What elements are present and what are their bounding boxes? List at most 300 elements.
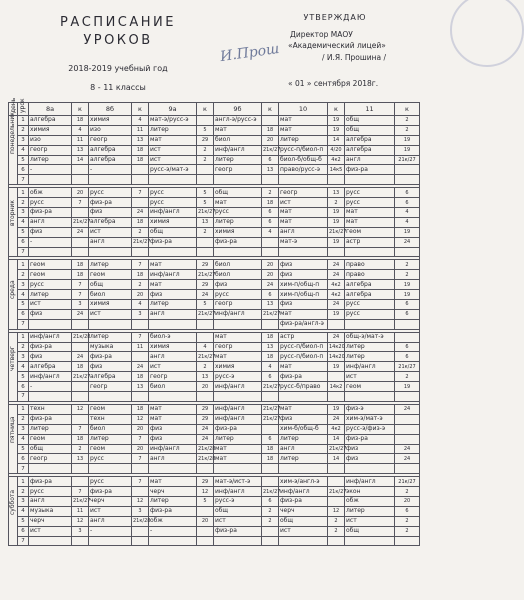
subject-cell: русс-б/право [279, 382, 328, 392]
room-cell [262, 526, 279, 536]
subject-cell: химия [214, 227, 262, 237]
room-cell: 11 [132, 342, 149, 352]
lesson-row [9, 116, 420, 126]
room-cell [197, 526, 214, 536]
subject-cell: ист [345, 516, 395, 526]
day-label: четверг [9, 332, 18, 401]
room-cell: 6 [262, 372, 279, 382]
room-cell: 2 [395, 116, 420, 126]
lesson-row [9, 300, 420, 310]
subject-cell: мат [279, 309, 328, 319]
class-header-11: 11 [345, 103, 395, 116]
day-column-header: день [9, 103, 18, 116]
subject-cell [149, 392, 197, 402]
room-cell: 21к/27 [263, 383, 281, 390]
room-cell: 12 [197, 487, 214, 497]
subject-cell: геогр [214, 165, 262, 175]
lesson-number: 7 [18, 247, 29, 257]
subject-cell [29, 464, 72, 474]
room-cell: 2 [262, 188, 279, 198]
subject-cell: англ [149, 309, 197, 319]
subject-cell: химия [29, 125, 72, 135]
room-cell: 18 [72, 116, 89, 126]
title-line-1: РАСПИСАНИЕ [60, 15, 176, 30]
subject-cell [279, 175, 328, 185]
room-cell [132, 352, 149, 362]
subject-cell: черч [149, 487, 197, 497]
room-cell: 18 [132, 145, 149, 155]
room-cell: 13 [328, 188, 345, 198]
room-cell: 7 [72, 198, 89, 208]
subject-cell: физ-ра [29, 208, 72, 218]
subject-cell [89, 247, 132, 257]
lesson-row [9, 382, 420, 392]
official-stamp [450, 0, 524, 67]
room-cell: 4к2 [328, 290, 345, 300]
room-cell: 18 [262, 125, 279, 135]
room-cell: 18 [262, 444, 279, 454]
subject-cell [279, 392, 328, 402]
room-cell: 19 [395, 290, 420, 300]
subject-cell: русс [345, 300, 395, 310]
subject-cell: ист [214, 516, 262, 526]
lesson-number: 5 [18, 300, 29, 310]
lesson-row [9, 125, 420, 135]
lesson-number: 3 [18, 352, 29, 362]
subject-cell: геом [89, 444, 132, 454]
subject-cell: - [89, 165, 132, 175]
subject-cell: литер [29, 290, 72, 300]
subject-cell: русс [149, 198, 197, 208]
subject-cell: геом [345, 382, 395, 392]
subject-cell: литер [279, 434, 328, 444]
room-cell: 29 [197, 260, 214, 270]
room-cell: 24 [328, 332, 345, 342]
subject-cell [29, 319, 72, 329]
room-cell: 13 [262, 300, 279, 310]
subject-cell: литер [89, 260, 132, 270]
lesson-row [9, 506, 420, 516]
subject-cell: ист [29, 526, 72, 536]
room-cell [197, 506, 214, 516]
room-cell: 5 [197, 188, 214, 198]
subject-cell: астр [345, 237, 395, 247]
subject-cell: геом [29, 260, 72, 270]
room-cell: 18 [72, 362, 89, 372]
room-cell [197, 319, 214, 329]
subject-cell: русс [89, 454, 132, 464]
subject-cell: право/русс-э [279, 165, 328, 175]
room-cell: 24 [197, 434, 214, 444]
room-cell: 21к/27 [73, 219, 91, 226]
room-cell: 4 [395, 217, 420, 227]
room-cell: 11 [132, 125, 149, 135]
room-cell [132, 247, 149, 257]
subject-cell: геогр [279, 188, 328, 198]
room-cell: 24 [197, 290, 214, 300]
subject-cell: физ-ра [214, 237, 262, 247]
lesson-row [9, 444, 420, 454]
classes-range: 8 - 11 классы [90, 83, 146, 92]
lesson-number: 1 [18, 477, 29, 487]
subject-cell: ист [149, 145, 197, 155]
subject-cell: алгебра [89, 217, 132, 227]
subject-cell [89, 319, 132, 329]
room-cell: 4 [262, 362, 279, 372]
room-cell: 14к2 [328, 382, 345, 392]
lesson-row [9, 404, 420, 414]
subject-cell: хим-э/мат-э [345, 414, 395, 424]
subject-cell: мат [345, 208, 395, 218]
subject-cell: алгебра [89, 372, 132, 382]
room-cell: 12 [72, 516, 89, 526]
subject-cell: ист [279, 198, 328, 208]
room-header: к [197, 103, 214, 116]
subject-cell: литер [345, 352, 395, 362]
room-cell [132, 464, 149, 474]
subject-cell: ист [345, 372, 395, 382]
subject-cell: физ-ра [214, 526, 262, 536]
subject-cell: русс-э [214, 496, 262, 506]
room-cell: 14 [72, 155, 89, 165]
room-cell: 13 [132, 382, 149, 392]
subject-cell: - [29, 382, 72, 392]
subject-cell: общ [149, 227, 197, 237]
subject-cell: техн [89, 414, 132, 424]
subject-cell: биол [214, 270, 262, 280]
room-cell [132, 536, 149, 546]
lesson-row [9, 342, 420, 352]
room-cell: 2 [197, 145, 214, 155]
room-cell: 11 [72, 506, 89, 516]
room-cell [132, 175, 149, 185]
lesson-number: 7 [18, 464, 29, 474]
room-cell: 7 [132, 477, 149, 487]
subject-cell: литер [149, 496, 197, 506]
room-cell [328, 496, 345, 506]
room-cell [328, 247, 345, 257]
approval-block [219, 13, 420, 88]
lesson-number: 3 [18, 280, 29, 290]
subject-cell: мат [279, 217, 328, 227]
room-cell: 29 [197, 280, 214, 290]
director-label: Директор МАОУ [290, 30, 353, 39]
room-cell: 2 [395, 516, 420, 526]
subject-cell: мат [279, 125, 328, 135]
room-cell: 4/20 [328, 145, 345, 155]
subject-cell: физ-ра [89, 487, 132, 497]
room-cell: 20 [395, 496, 420, 506]
room-cell: 6 [395, 342, 420, 352]
room-cell: 2 [197, 227, 214, 237]
room-cell [262, 237, 279, 247]
room-cell: 13 [197, 217, 214, 227]
room-cell: 3 [72, 526, 89, 536]
room-cell [197, 116, 214, 126]
room-cell: 13 [132, 135, 149, 145]
room-cell: 21к/27 [395, 155, 420, 165]
room-cell: 2 [197, 155, 214, 165]
subject-cell: физ [214, 280, 262, 290]
subject-cell: биол [89, 290, 132, 300]
room-cell: 20 [197, 516, 214, 526]
room-cell: 2 [132, 280, 149, 290]
subject-cell: алгебра [29, 362, 72, 372]
room-header: к [72, 103, 89, 116]
subject-cell: черч [279, 506, 328, 516]
room-cell [328, 319, 345, 329]
room-cell: 21к/27 [198, 209, 216, 216]
room-cell: 5 [197, 496, 214, 506]
subject-cell: физ [89, 208, 132, 218]
room-cell [132, 487, 149, 497]
subject-cell: англ [149, 454, 197, 464]
subject-cell: мат [149, 280, 197, 290]
subject-cell: англ [89, 237, 132, 247]
room-cell: 3 [132, 309, 149, 319]
subject-cell: русс-э/физ-э [345, 424, 395, 434]
room-cell [395, 175, 420, 185]
room-cell: 13 [72, 145, 89, 155]
subject-cell: химия [89, 116, 132, 126]
subject-cell: инф/англ [214, 309, 262, 319]
room-cell: 6 [395, 300, 420, 310]
room-cell: 24 [72, 227, 89, 237]
lesson-number: 2 [18, 414, 29, 424]
room-cell: 21к/27 [73, 498, 91, 505]
room-cell [132, 526, 149, 536]
room-cell: 21к/27 [263, 406, 281, 413]
room-cell: 20 [262, 135, 279, 145]
subject-cell: геом [89, 270, 132, 280]
room-cell [132, 198, 149, 208]
room-cell: 21к/27 [263, 311, 281, 318]
subject-cell: геогр [29, 145, 72, 155]
subject-cell: мат [214, 332, 262, 342]
lesson-row [9, 247, 420, 257]
subject-cell: физ [149, 434, 197, 444]
lesson-number: 4 [18, 290, 29, 300]
lesson-row [9, 487, 420, 497]
lesson-number: 6 [18, 237, 29, 247]
schedule-table [8, 97, 420, 546]
subject-cell: изо [29, 135, 72, 145]
room-cell: 7 [72, 424, 89, 434]
subject-cell: мат-э [279, 237, 328, 247]
room-cell [72, 342, 89, 352]
room-cell: 4 [197, 342, 214, 352]
subject-cell [89, 536, 132, 546]
subject-cell: русс [345, 198, 395, 208]
day-label: пятница [9, 404, 18, 473]
subject-cell: алгебра [89, 145, 132, 155]
subject-cell: физ [279, 270, 328, 280]
subject-cell: русс [345, 309, 395, 319]
room-cell [72, 382, 89, 392]
subject-cell: литер [214, 434, 262, 444]
subject-cell: мат [149, 477, 197, 487]
room-cell [328, 464, 345, 474]
room-cell: 18 [132, 372, 149, 382]
room-cell: 21к/28 [198, 455, 216, 462]
subject-cell: русс [89, 188, 132, 198]
subject-cell: обж [149, 516, 197, 526]
room-cell [395, 165, 420, 175]
room-cell: 20 [132, 444, 149, 454]
subject-cell: экон [345, 487, 395, 497]
room-cell: 18 [132, 217, 149, 227]
room-cell: 18 [262, 198, 279, 208]
lesson-row [9, 217, 420, 227]
subject-cell [89, 175, 132, 185]
room-cell: 7 [132, 260, 149, 270]
subject-cell: физ-ра [214, 424, 262, 434]
lesson-number: 5 [18, 444, 29, 454]
room-cell [197, 392, 214, 402]
subject-cell: русс [345, 188, 395, 198]
room-cell: 20 [132, 424, 149, 434]
room-cell: 21к/27 [198, 271, 216, 278]
room-cell: 24 [72, 309, 89, 319]
subject-cell: инф/англ [214, 487, 262, 497]
room-cell: 2 [395, 270, 420, 280]
day-label: понедельник [9, 116, 18, 185]
room-cell [262, 464, 279, 474]
schedule-body [9, 112, 420, 546]
room-cell: 24 [395, 404, 420, 414]
subject-cell: англ [89, 516, 132, 526]
room-cell: 24 [132, 362, 149, 372]
lesson-number: 4 [18, 434, 29, 444]
room-cell: 19 [395, 135, 420, 145]
subject-cell [214, 536, 262, 546]
subject-cell: геом [345, 227, 395, 237]
lesson-row [9, 332, 420, 342]
room-cell: 2 [395, 125, 420, 135]
lesson-number: 3 [18, 496, 29, 506]
room-cell [72, 464, 89, 474]
subject-cell: физ [279, 260, 328, 270]
lesson-number: 2 [18, 198, 29, 208]
director-name: / И.Я. Прошина / [322, 53, 387, 62]
room-cell: 2 [395, 260, 420, 270]
subject-cell: физ [29, 352, 72, 362]
room-cell [72, 165, 89, 175]
room-cell [328, 536, 345, 546]
subject-cell: инф/англ [214, 145, 262, 155]
room-cell: 24 [328, 260, 345, 270]
lesson-number: 4 [18, 506, 29, 516]
subject-cell: общ [345, 125, 395, 135]
subject-cell: инф/англ [149, 270, 197, 280]
subject-cell: - [89, 526, 132, 536]
lesson-number: 1 [18, 188, 29, 198]
room-cell [197, 175, 214, 185]
room-cell: 6 [395, 198, 420, 208]
subject-cell: биол [89, 424, 132, 434]
subject-cell: литер [89, 332, 132, 342]
room-cell: 7 [132, 188, 149, 198]
room-cell: 21к/27 [198, 311, 216, 318]
subject-cell [214, 319, 262, 329]
subject-cell: изо [89, 125, 132, 135]
lesson-row [9, 165, 420, 175]
subject-cell: алгебра [89, 155, 132, 165]
subject-cell: общ [345, 116, 395, 126]
subject-cell: обж [345, 496, 395, 506]
lesson-number: 1 [18, 260, 29, 270]
lesson-row [9, 237, 420, 247]
subject-cell: мат [149, 260, 197, 270]
schedule-header-row [9, 103, 420, 116]
subject-cell: общ [89, 280, 132, 290]
room-cell [395, 332, 420, 342]
approve-label: УТВЕРЖДАЮ [303, 13, 367, 22]
room-cell [262, 247, 279, 257]
room-cell: 29 [197, 404, 214, 414]
room-cell [262, 424, 279, 434]
room-cell: 6 [395, 506, 420, 516]
room-cell: 4 [395, 208, 420, 218]
subject-cell: физ [345, 444, 395, 454]
lesson-row [9, 526, 420, 536]
subject-cell: хим-э/англ-э [279, 477, 328, 487]
subject-cell: черч [29, 516, 72, 526]
room-cell: 7 [72, 290, 89, 300]
subject-cell: общ [29, 444, 72, 454]
subject-cell [279, 247, 328, 257]
lesson-number: 7 [18, 175, 29, 185]
subject-cell: литер [279, 135, 328, 145]
room-cell: 19 [328, 404, 345, 414]
subject-cell: инф/англ [29, 372, 72, 382]
day-label: среда [9, 260, 18, 329]
room-cell: 24 [197, 424, 214, 434]
class-header-9b: 9б [214, 103, 262, 116]
subject-cell: - [149, 526, 197, 536]
subject-cell: биол-б/общ-б [279, 155, 328, 165]
room-cell: 20 [197, 382, 214, 392]
room-cell [262, 536, 279, 546]
room-cell: 4к2 [328, 424, 345, 434]
subject-cell: инф/англ [149, 208, 197, 218]
lesson-row [9, 290, 420, 300]
room-cell: 4 [132, 116, 149, 126]
room-cell: 2 [197, 362, 214, 372]
room-cell [395, 434, 420, 444]
room-cell: 21к/27 [73, 373, 91, 380]
subject-cell: литер [149, 300, 197, 310]
lesson-row [9, 135, 420, 145]
subject-cell: русс-п/биол-п [279, 145, 328, 155]
room-cell: 19 [328, 125, 345, 135]
room-header: к [395, 103, 420, 116]
room-cell: 21к/27 [263, 488, 281, 495]
room-cell: 29 [197, 135, 214, 145]
room-cell: 18 [262, 352, 279, 362]
subject-cell: право [345, 260, 395, 270]
lesson-row [9, 362, 420, 372]
lesson-row [9, 155, 420, 165]
lesson-number: 6 [18, 454, 29, 464]
room-cell: 6 [262, 217, 279, 227]
subject-cell: русс [29, 487, 72, 497]
subject-cell [149, 247, 197, 257]
subject-cell: мат [279, 404, 328, 414]
room-cell: 2 [395, 372, 420, 382]
lesson-number: 1 [18, 404, 29, 414]
room-cell [328, 477, 345, 487]
